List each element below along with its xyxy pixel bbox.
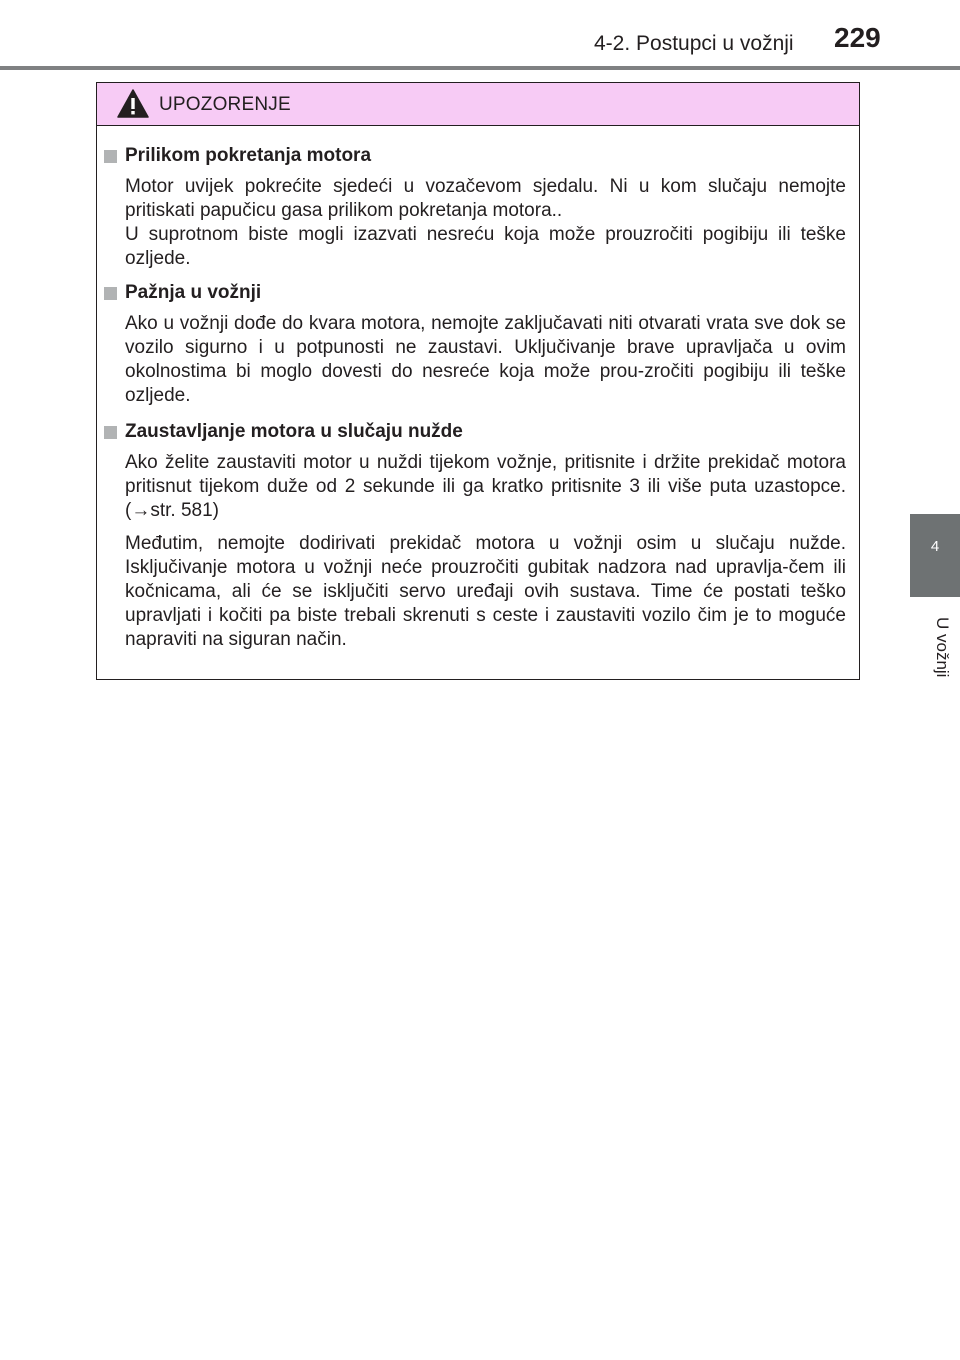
paragraph: Ako u vožnji dođe do kvara motora, nemojte zaključavati niti otvarati vrata sve dok se vozilo sigurno i u potpunosti ne zaustavi. Uključivanje brave upravljača u ovim okolnostima bi moglo dovesti do nesreće koja može prou-zročiti pogibiju ili teške ozljede. — [125, 313, 846, 406]
warning-box — [96, 82, 860, 680]
section-heading: Zaustavljanje motora u slučaju nužde — [97, 421, 861, 445]
warning-triangle-icon — [117, 89, 149, 118]
paragraph: Međutim, nemojte dodirivati prekidač motora u vožnji osim u slučaju nužde. Isključivanje motora u vožnji neće prouzročiti gubitak nadzora nad upravlja-čem ili kočnicama, ali će se isključiti servo uređaji ovih sustava. Time će postati teško upravljati i kočiti pa biste trebali skrenuti s ceste i zaustaviti vozilo čim je to moguće napraviti na siguran način. — [125, 533, 846, 650]
page-header — [0, 0, 960, 70]
paragraph: Motor uvijek pokrećite sjedeći u vozačevom sjedalu. Ni u kom slučaju nemojte pritiskati papučicu gasa prilikom pokretanja motora.. — [125, 176, 846, 221]
bullet-square-icon — [104, 426, 117, 439]
chapter-tab-label: U vožnji — [933, 617, 952, 678]
page-number: 229 — [834, 22, 881, 53]
section-engine-start — [97, 145, 861, 271]
section-emergency-stop — [97, 421, 861, 652]
paragraph: U suprotnom biste mogli izazvati nesreću koja može prouzročiti pogibiju ili teške ozljede. — [125, 224, 846, 269]
warning-header — [97, 83, 859, 126]
chapter-title: 4-2. Postupci u vožnji — [594, 32, 794, 55]
bullet-square-icon — [104, 287, 117, 300]
section-heading: Pažnja u vožnji — [97, 282, 861, 306]
bullet-square-icon — [104, 150, 117, 163]
paragraph: Ako želite zaustaviti motor u nuždi tijekom vožnje, pritisnite i držite prekidač motora pritisnut tijekom duže od 2 sekunde ili ga kratko pritisnite 3 ili više puta uzastopce. (→str. 581) — [125, 452, 846, 521]
section-driving-caution — [97, 282, 861, 408]
chapter-tab — [910, 514, 960, 597]
header-rule — [0, 66, 960, 70]
warning-title: UPOZORENJE — [159, 94, 291, 115]
chapter-tab-number: 4 — [930, 538, 940, 555]
section-heading: Prilikom pokretanja motora — [97, 145, 861, 169]
